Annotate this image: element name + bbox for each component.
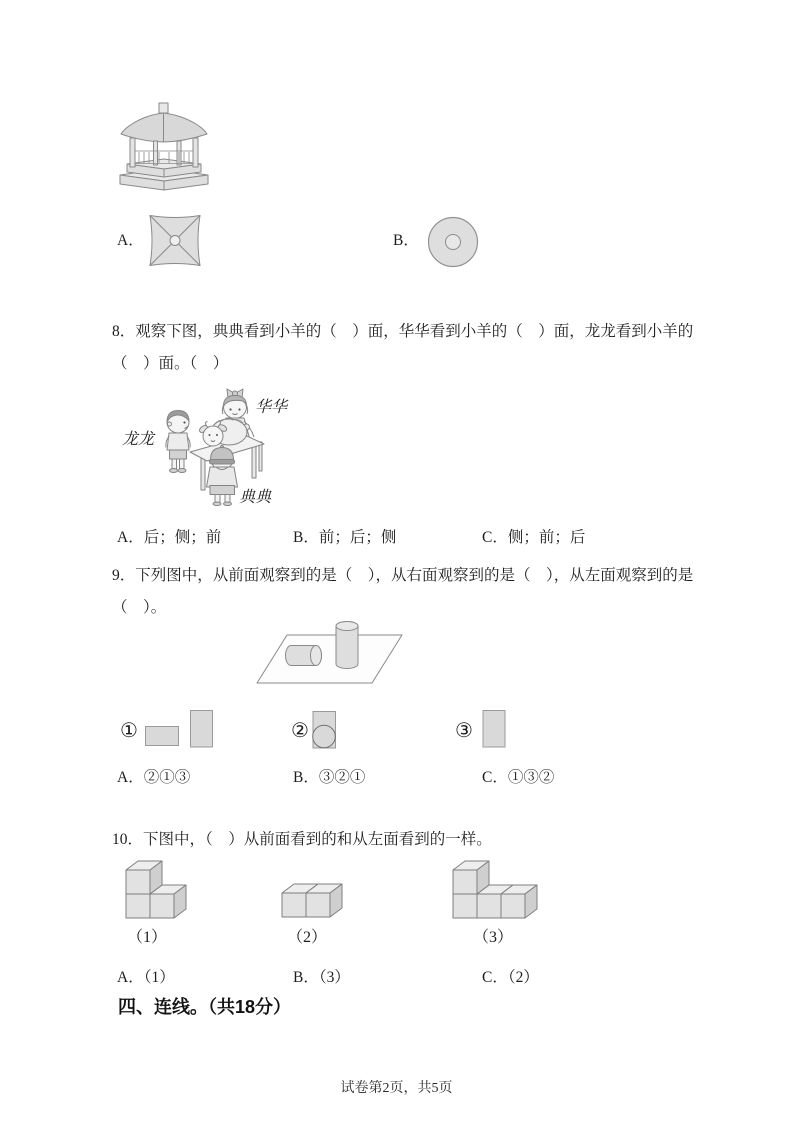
label-huahua: 华华 <box>255 399 288 416</box>
boy-diandian <box>207 446 238 506</box>
q8-text-line1: 8．观察下图，典典看到小羊的（ ）面，华华看到小羊的（ ）面，龙龙看到小羊的 <box>112 323 694 340</box>
label-diandian: 典典 <box>239 489 272 506</box>
q9-option-c: C．①③② <box>482 769 555 786</box>
q9-cylinders-figure <box>253 616 431 692</box>
q10-caption-2: （2） <box>287 929 328 946</box>
section4-heading: 四、连线。（共18分） <box>118 997 292 1017</box>
q7-option-b-figure <box>427 216 479 268</box>
q9-item2-number: ② <box>291 720 309 742</box>
q10-figure-1 <box>125 859 187 920</box>
q7-option-b-label: B． <box>393 232 419 249</box>
q10-option-a: A．（1） <box>117 969 175 986</box>
q7-option-a-label: A． <box>117 232 144 249</box>
q8-option-b: B．前；后；侧 <box>293 529 397 546</box>
q10-option-b: B．（3） <box>293 969 350 986</box>
q9-item2-figure <box>312 711 338 749</box>
q10-caption-3: （3） <box>473 929 514 946</box>
label-longlong: 龙龙 <box>122 431 155 448</box>
q7-option-a-figure <box>147 213 203 268</box>
page-footer: 试卷第2页，共5页 <box>340 1081 453 1096</box>
q10-text-line1: 10．下图中，（ ）从前面看到的和从左面看到的一样。 <box>112 831 492 848</box>
q8-option-a: A．后；侧；前 <box>117 529 222 546</box>
q10-figure-2 <box>281 882 343 919</box>
q9-item3-number: ③ <box>455 720 473 742</box>
q9-item1-figure <box>145 710 215 748</box>
pavilion-finial <box>159 103 168 113</box>
q8-illustration <box>113 380 325 506</box>
q9-option-b: B．③②① <box>293 769 366 786</box>
q8-text-line2: （ ）面。（ ） <box>112 355 229 372</box>
q9-item3-figure <box>482 710 507 748</box>
q9-option-a: A．②①③ <box>117 769 191 786</box>
q10-figure-3 <box>452 859 538 920</box>
q8-option-c: C．侧；前；后 <box>482 529 586 546</box>
standing-cylinder <box>336 622 358 669</box>
q10-option-c: C．（2） <box>482 969 539 986</box>
lying-cylinder <box>286 646 322 666</box>
plane <box>257 635 402 683</box>
q10-caption-1: （1） <box>127 929 168 946</box>
q9-item1-number: ① <box>120 720 138 742</box>
q9-text-line2: （ ）。 <box>112 599 167 616</box>
pavilion-figure <box>118 100 210 195</box>
q9-text-line1: 9．下列图中，从前面观察到的是（ ），从右面观察到的是（ ），从左面观察到的是 <box>112 567 694 584</box>
boy-longlong <box>166 411 190 473</box>
